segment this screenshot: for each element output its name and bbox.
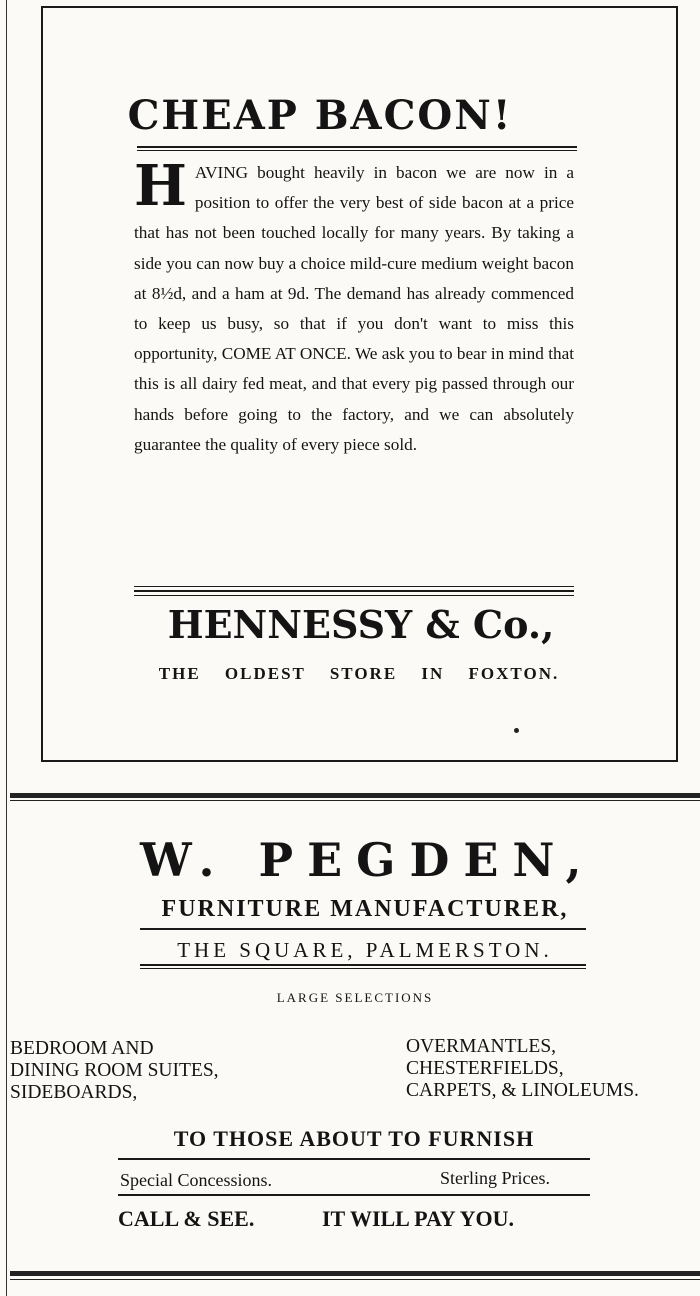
call-and-see: CALL & SEE. bbox=[118, 1206, 255, 1231]
headline-rule-bottom bbox=[137, 150, 577, 151]
body-rule-mid bbox=[134, 590, 574, 592]
column-divider-bottom-fine bbox=[10, 1279, 700, 1280]
headline-rule-top bbox=[137, 146, 577, 148]
body-rule-top bbox=[134, 586, 574, 587]
address-rule-top bbox=[140, 964, 586, 966]
furnish-rule bbox=[118, 1158, 590, 1160]
furniture-list-left bbox=[10, 1038, 219, 1104]
bacon-headline: CHEAP BACON! bbox=[127, 92, 513, 139]
list-item: BEDROOM AND bbox=[10, 1038, 154, 1059]
hennessy-firm-name: HENNESSY & Co., bbox=[167, 602, 555, 647]
pegden-address: THE SQUARE, PALMERSTON. bbox=[177, 938, 553, 962]
trade-rule bbox=[140, 928, 586, 930]
list-item: SIDEBOARDS, bbox=[10, 1082, 138, 1103]
list-item: CARPETS, & LINOLEUMS. bbox=[406, 1080, 639, 1101]
prices-text: Sterling Prices. bbox=[440, 1168, 550, 1188]
body-rule-bottom bbox=[134, 595, 574, 596]
furniture-list-right bbox=[406, 1036, 639, 1102]
hennessy-tagline: THE OLDEST STORE IN FOXTON. bbox=[158, 664, 560, 683]
print-speck bbox=[514, 728, 519, 733]
column-divider-top-fine bbox=[10, 800, 700, 801]
concessions-rule bbox=[118, 1194, 590, 1196]
furnish-line: TO THOSE ABOUT TO FURNISH bbox=[173, 1126, 535, 1151]
selections-heading: LARGE SELECTIONS bbox=[276, 990, 434, 1005]
it-will-pay-you: IT WILL PAY YOU. bbox=[322, 1206, 514, 1231]
pegden-name: W. PEGDEN, bbox=[140, 833, 596, 887]
address-rule-bottom bbox=[140, 968, 586, 969]
list-item: CHESTERFIELDS, bbox=[406, 1058, 564, 1079]
page-left-rule bbox=[6, 0, 7, 1296]
pegden-trade: FURNITURE MANUFACTURER, bbox=[161, 896, 569, 922]
bacon-body-copy bbox=[134, 153, 574, 460]
list-item: DINING ROOM SUITES, bbox=[10, 1060, 219, 1081]
list-item: OVERMANTLES, bbox=[406, 1036, 557, 1057]
column-divider-top bbox=[10, 793, 700, 798]
drop-cap-letter: H bbox=[134, 153, 187, 219]
concessions-text: Special Concessions. bbox=[120, 1170, 272, 1190]
bacon-body-text: AVING bought heavily in bacon we are now in a position to offer the very best of side bacon at a price that has not been touched locally for many years. By taking a side you can now buy a choice mild-cure medium weight bacon at 8½d, and a ham at 9d. The demand has already commenced to keep us busy, so that if you don't want to miss this opportunity, COME AT ONCE. We ask you to bear in mind that this is all dairy fed meat, and that every pig passed through our hands before going to the factory, and we can absolutely guarantee the quality of every piece sold. bbox=[134, 163, 574, 454]
column-divider-bottom bbox=[10, 1271, 700, 1276]
